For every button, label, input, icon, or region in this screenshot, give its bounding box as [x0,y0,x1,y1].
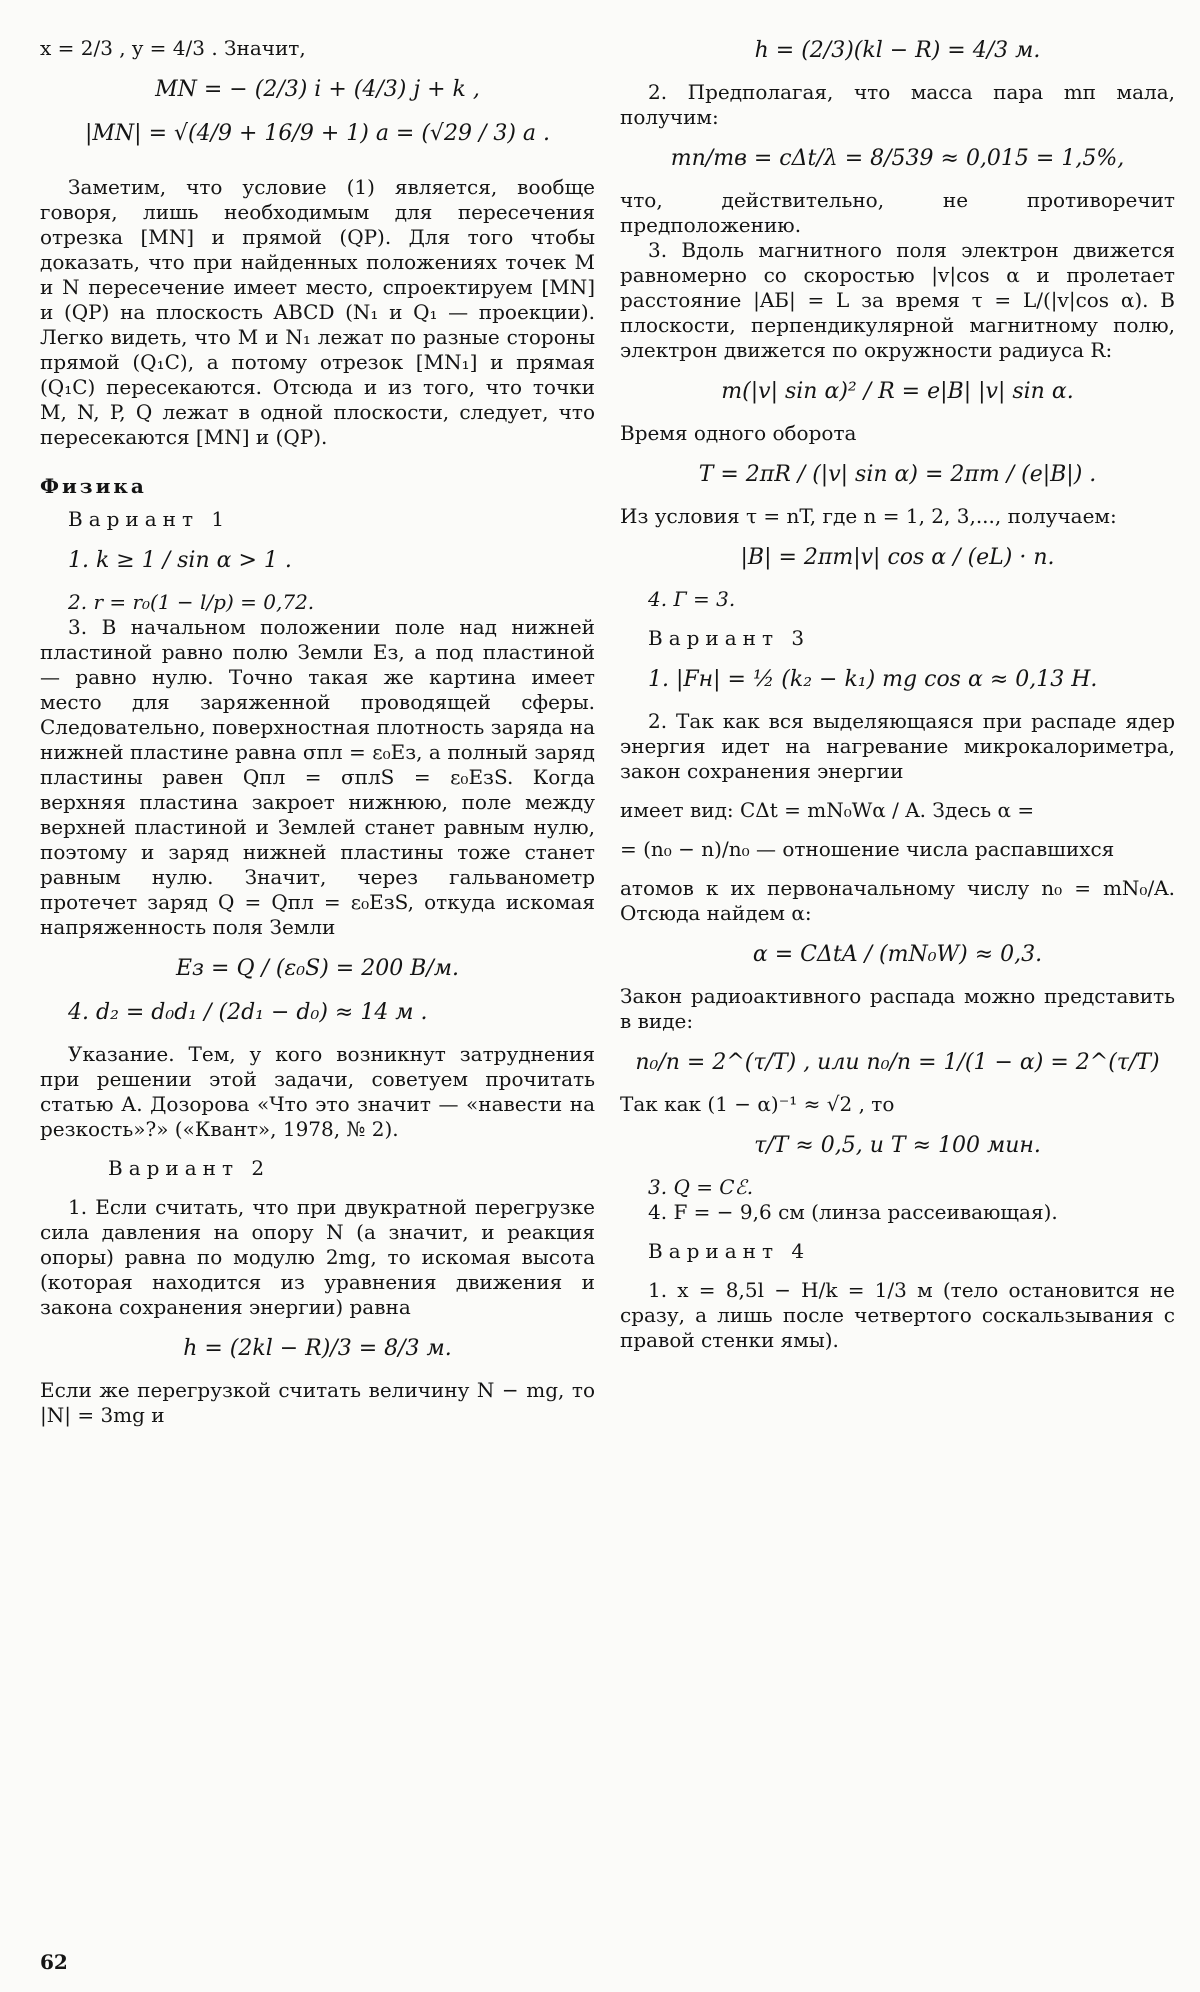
variant-2-heading: Вариант 2 [108,1156,271,1180]
formula-lorentz: m(|v| sin α)² / R = e|B| |v| sin α. [721,379,1074,404]
energy-conservation-line: имеет вид: CΔt = mN₀Wα / A. Здесь α = [620,798,1035,822]
formula-magnetic-field: |B| = 2πm|v| cos α / (eL) · n. [740,545,1055,570]
variant-4-heading: Вариант 4 [648,1239,811,1263]
formula-earth-field: Eз = Q / (ε₀S) = 200 В/м. [176,956,459,981]
v3-answer-3: 3. Q = Cℰ. [648,1175,754,1199]
v1-answer-1: 1. k ≥ 1 / sin α > 1 . [68,548,292,573]
left-column [40,36,595,1428]
decay-law-text: Закон радиоактивного распада можно представить в виде: [620,984,1175,1033]
v2-answer-1: 1. Если считать, что при двукратной перегрузке сила давления на опору N (а значит, и реакция опоры) равна по модулю 2mg, то искомая высота (которая находится из уравнения движения и закона сохранения энергии) равна [40,1195,595,1319]
paragraph-intersection-proof: Заметим, что условие (1) является, вообще говоря, лишь необходимым для пересечения отрезка [MN] и прямой (QP). Для того чтобы доказать, что при найденных положениях точек M и N пересечение имеет место, спроектируем [MN] и (QP) на плоскость ABCD (N₁ и Q₁ — проекции). Легко видеть, что M и N₁ лежат по разные стороны прямой (Q₁C), а потому отрезок [MN₁] и прямая (Q₁C) пересекаются. Отсюда и из того, что точки M, N, P, Q лежат в одной плоскости, следует, что пересекаются [MN] и (QP). [40,175,595,449]
alpha-definition-line: = (n₀ − n)/n₀ — отношение числа распавшихся [620,837,1115,861]
v1-answer-3: 3. В начальном положении поле над нижней пластиной равно полю Земли Eз, а под пластиной — равно нулю. Точно такая же картина имеет место для заряженной проводящей сферы. Следовательно, поверхностная плотность заряда на нижней пластине равна σпл = ε₀Eз, а полный заряд пластины равен Qпл = σплS = ε₀EзS. Когда верхняя пластина закроет нижнюю, поле между верхней пластиной и Землей станет равным нулю, поэтому и заряд нижней пластины тоже станет равным нулю. Значит, через гальванометр протечет заряд Q = Qпл = ε₀EзS, откуда искомая напряженность поля Земли [40,615,595,939]
formula-alpha: α = CΔtA / (mN₀W) ≈ 0,3. [752,942,1043,967]
formula-mn-length: |MN| = √(4/9 + 16/9 + 1) a = (√29 / 3) a . [84,121,551,146]
v2-answer-2: 2. Предполагая, что масса пара mп мала, получим: [620,80,1175,129]
condition-line: Из условия τ = nT, где n = 1, 2, 3,..., получаем: [620,504,1117,528]
formula-height-2: h = (2/3)(kl − R) = 4/3 м. [754,38,1041,63]
note-paragraph: Указание. Тем, у кого возникнут затруднения при решении этой задачи, советуем прочитать статью А. Дозорова «Что это значит — «навести на резкость»?» («Квант», 1978, № 2). [40,1042,595,1141]
section-heading-physics: Физика [40,474,147,498]
variant-3-heading: Вариант 3 [648,626,811,650]
page-number: 62 [40,1950,68,1974]
coords-line: x = 2/3 , y = 4/3 . Значит, [40,36,306,60]
since-line: Так как (1 − α)⁻¹ ≈ √2 , то [620,1092,895,1116]
v3-answer-2: 2. Так как вся выделяющаяся при распаде ядер энергия идет на нагревание микрокалориметра, закон сохранения энергии [620,709,1175,783]
v1-answer-2: 2. r = r₀(1 − l/p) = 0,72. [68,590,315,614]
v1-answer-4: 4. d₂ = d₀d₁ / (2d₁ − d₀) ≈ 14 м . [68,1000,428,1025]
period-label: Время одного оборота [620,421,857,445]
formula-half-life: τ/T ≈ 0,5, и T ≈ 100 мин. [754,1133,1041,1158]
right-column [620,36,1175,1353]
v4-answer-1: 1. x = 8,5l − H/k = 1/3 м (тело остановится не сразу, а лишь после четвертого соскальзывания с правой стенки ямы). [620,1278,1175,1352]
v3-answer-4: 4. F = − 9,6 см (линза рассеивающая). [648,1200,1058,1224]
formula-decay-law: n₀/n = 2^(τ/T) , или n₀/n = 1/(1 − α) = 2^(τ/T) [635,1050,1160,1075]
atoms-line: атомов к их первоначальному числу n₀ = mN₀/A. Отсюда найдем α: [620,876,1175,925]
formula-mn-vector: MN = − (2/3) i + (4/3) j + k , [155,77,480,102]
v2-answer-2-continued: что, действительно, не противоречит предположению. [620,188,1175,237]
v2-answer-4: 4. Г = 3. [648,587,736,611]
variant-1-heading: Вариант 1 [68,507,231,531]
v2-answer-3: 3. Вдоль магнитного поля электрон движется равномерно со скоростью |v|cos α и пролетает расстояние |AБ| = L за время τ = L/(|v|cos α). В плоскости, перпендикулярной магнитному полю, электрон движется по окружности радиуса R: [620,238,1175,362]
formula-mass-ratio: mп/mв = cΔt/λ = 8/539 ≈ 0,015 = 1,5%, [670,146,1125,171]
v2-answer-1-continued: Если же перегрузкой считать величину N − mg, то |N| = 3mg и [40,1378,595,1427]
formula-period: T = 2πR / (|v| sin α) = 2πm / (e|B|) . [698,462,1097,487]
formula-height-1: h = (2kl − R)/3 = 8/3 м. [183,1336,452,1361]
v3-answer-1: 1. |Fн| = ½ (k₂ − k₁) mg cos α ≈ 0,13 Н. [648,667,1098,692]
